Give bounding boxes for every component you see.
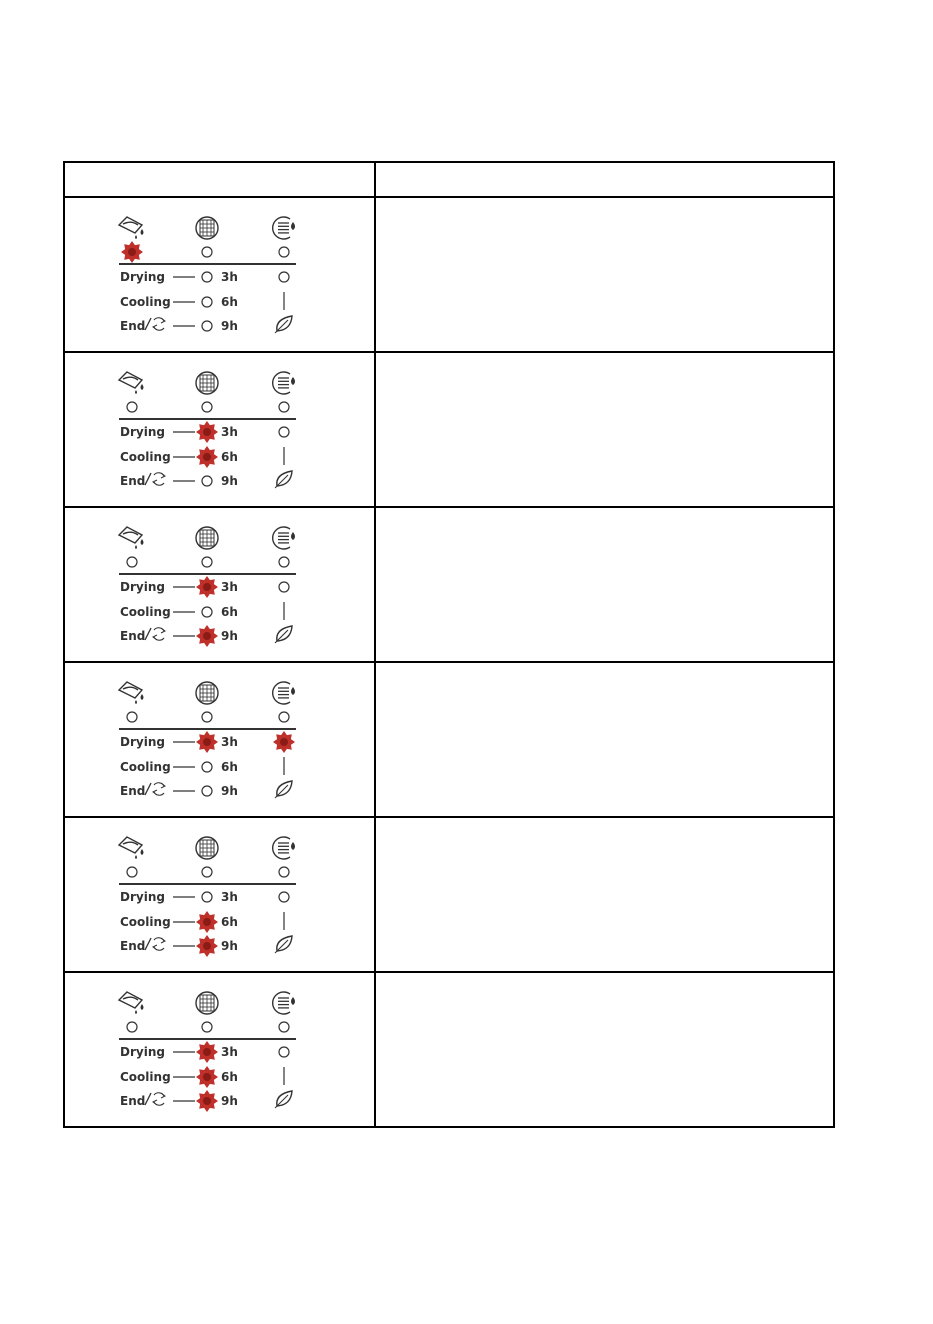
end-time-label: 9h: [221, 474, 238, 488]
drying-time-label: 3h: [221, 890, 238, 904]
end-time-label: 9h: [221, 629, 238, 643]
spin-arrows-icon: [153, 938, 165, 950]
lines-drop-icon: [273, 837, 295, 859]
end-separator: [145, 318, 151, 330]
end-label: End: [120, 1094, 146, 1108]
lines-drop-icon: [273, 527, 295, 549]
indicator-cell: [64, 507, 375, 662]
cooling-led: [202, 297, 212, 307]
dry-clothes-icon: [119, 372, 144, 394]
description-cell: [375, 352, 834, 507]
indicator-cell: [64, 972, 375, 1127]
cooling-label: Cooling: [120, 1070, 171, 1084]
leaf-icon: [275, 316, 292, 333]
end-separator: [145, 473, 151, 485]
drying-label: Drying: [120, 270, 165, 284]
table-header-row: [64, 162, 834, 197]
end-label: End: [120, 319, 146, 333]
top-led-1: [127, 1022, 137, 1032]
indicator-cell: [64, 817, 375, 972]
lines-drop-icon: [273, 992, 295, 1014]
header-cell-description: [375, 162, 834, 197]
top-led-2: [202, 247, 212, 257]
cooling-label: Cooling: [120, 915, 171, 929]
description-cell: [375, 197, 834, 352]
cooling-led: [202, 762, 212, 772]
right-led: [273, 731, 295, 753]
description-cell: [375, 662, 834, 817]
drying-time-label: 3h: [221, 580, 238, 594]
grid-drum-icon: [196, 527, 218, 549]
table-row: [64, 817, 834, 972]
drying-time-label: 3h: [221, 425, 238, 439]
top-led-1: [127, 712, 137, 722]
end-led: [196, 625, 218, 647]
drying-label: Drying: [120, 580, 165, 594]
control-panel-diagram: [65, 353, 370, 503]
control-panel-diagram: [65, 663, 370, 813]
control-panel-diagram: [65, 198, 370, 348]
top-led-3: [279, 557, 289, 567]
end-time-label: 9h: [221, 319, 238, 333]
top-led-2: [202, 867, 212, 877]
right-led: [279, 582, 289, 592]
drying-led: [202, 892, 212, 902]
spin-arrows-icon: [153, 783, 165, 795]
end-separator: [145, 1093, 151, 1105]
top-led-1: [121, 241, 143, 263]
cooling-time-label: 6h: [221, 295, 238, 309]
right-led: [279, 427, 289, 437]
spin-arrows-icon: [153, 1093, 165, 1105]
spin-arrows-icon: [153, 473, 165, 485]
cooling-label: Cooling: [120, 450, 171, 464]
cooling-label: Cooling: [120, 605, 171, 619]
indicator-cell: [64, 352, 375, 507]
grid-drum-icon: [196, 372, 218, 394]
cooling-label: Cooling: [120, 295, 171, 309]
end-separator: [145, 628, 151, 640]
cooling-led: [196, 911, 218, 933]
grid-drum-icon: [196, 837, 218, 859]
lines-drop-icon: [273, 217, 295, 239]
top-led-3: [279, 247, 289, 257]
cooling-time-label: 6h: [221, 605, 238, 619]
dry-clothes-icon: [119, 682, 144, 704]
drying-time-label: 3h: [221, 735, 238, 749]
drying-led: [196, 731, 218, 753]
lines-drop-icon: [273, 682, 295, 704]
end-label: End: [120, 629, 146, 643]
description-cell: [375, 507, 834, 662]
end-label: End: [120, 474, 146, 488]
grid-drum-icon: [196, 217, 218, 239]
leaf-icon: [275, 781, 292, 798]
leaf-icon: [275, 626, 292, 643]
top-led-1: [127, 867, 137, 877]
top-led-3: [279, 867, 289, 877]
end-time-label: 9h: [221, 939, 238, 953]
cooling-led: [196, 446, 218, 468]
header-cell-indicator: [64, 162, 375, 197]
end-time-label: 9h: [221, 784, 238, 798]
spin-arrows-icon: [153, 318, 165, 330]
top-led-3: [279, 1022, 289, 1032]
end-led: [196, 1090, 218, 1112]
description-cell: [375, 817, 834, 972]
table-row: [64, 507, 834, 662]
table-row: [64, 972, 834, 1127]
dry-clothes-icon: [119, 217, 144, 239]
control-panel-diagram: [65, 508, 370, 658]
leaf-icon: [275, 936, 292, 953]
grid-drum-icon: [196, 992, 218, 1014]
drying-led: [196, 421, 218, 443]
drying-led: [196, 576, 218, 598]
control-panel-diagram: [65, 973, 370, 1123]
drying-time-label: 3h: [221, 1045, 238, 1059]
indicator-cell: [64, 662, 375, 817]
dry-clothes-icon: [119, 992, 144, 1014]
end-led: [202, 786, 212, 796]
end-led: [196, 935, 218, 957]
control-panel-diagram: [65, 818, 370, 968]
end-label: End: [120, 939, 146, 953]
end-label: End: [120, 784, 146, 798]
end-led: [202, 476, 212, 486]
drying-time-label: 3h: [221, 270, 238, 284]
top-led-3: [279, 402, 289, 412]
cooling-time-label: 6h: [221, 915, 238, 929]
indicator-cell: [64, 197, 375, 352]
cooling-time-label: 6h: [221, 1070, 238, 1084]
drying-label: Drying: [120, 425, 165, 439]
top-led-1: [127, 557, 137, 567]
description-cell: [375, 972, 834, 1127]
top-led-2: [202, 402, 212, 412]
table-row: [64, 352, 834, 507]
right-led: [279, 892, 289, 902]
top-led-1: [127, 402, 137, 412]
top-led-2: [202, 557, 212, 567]
cooling-led: [202, 607, 212, 617]
end-time-label: 9h: [221, 1094, 238, 1108]
table-row: [64, 662, 834, 817]
cooling-label: Cooling: [120, 760, 171, 774]
leaf-icon: [275, 1091, 292, 1108]
grid-drum-icon: [196, 682, 218, 704]
cooling-time-label: 6h: [221, 760, 238, 774]
drying-label: Drying: [120, 1045, 165, 1059]
dry-clothes-icon: [119, 527, 144, 549]
drying-led: [202, 272, 212, 282]
lines-drop-icon: [273, 372, 295, 394]
leaf-icon: [275, 471, 292, 488]
drying-label: Drying: [120, 890, 165, 904]
drying-label: Drying: [120, 735, 165, 749]
dry-clothes-icon: [119, 837, 144, 859]
right-led: [279, 272, 289, 282]
cooling-time-label: 6h: [221, 450, 238, 464]
end-separator: [145, 938, 151, 950]
end-separator: [145, 783, 151, 795]
indicator-table: [63, 161, 835, 1128]
top-led-2: [202, 712, 212, 722]
drying-led: [196, 1041, 218, 1063]
top-led-2: [202, 1022, 212, 1032]
cooling-led: [196, 1066, 218, 1088]
right-led: [279, 1047, 289, 1057]
top-led-3: [279, 712, 289, 722]
end-led: [202, 321, 212, 331]
table-row: [64, 197, 834, 352]
spin-arrows-icon: [153, 628, 165, 640]
